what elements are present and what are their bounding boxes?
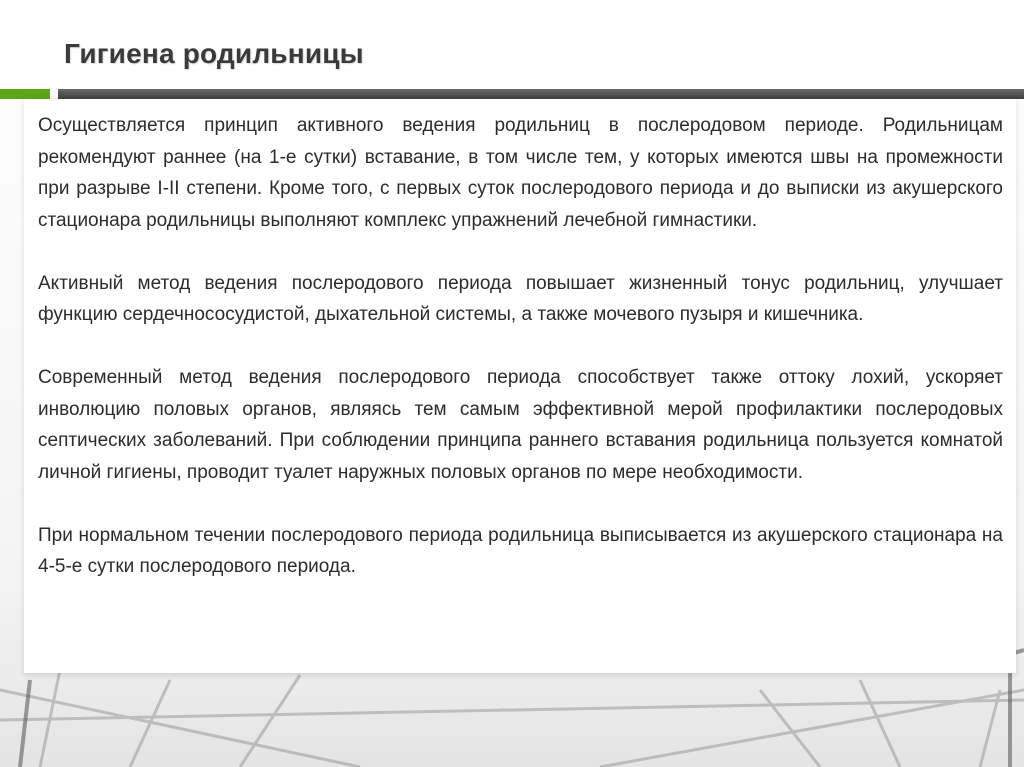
title-divider-bar [58,89,1024,99]
paragraph-2: Активный метод ведения послеродового периода повышает жизненный тонус родильниц, улучшает функцию сердечнососудистой, дыхательной системы, а также мочевого пузыря и кишечника. [38,272,1003,325]
page-title: Гигиена родильницы [64,38,364,69]
paragraph-4: При нормальном течении послеродового периода родильница выписывается из акушерского стационара на 4-5-е сутки послеродового периода. [38,524,1003,577]
paragraph-1: Осуществляется принцип активного ведения родильниц в послеродовом периоде. Родильницам рекомендуют раннее (на 1-е сутки) вставание, в том числе тем, у которых имеются швы на промежности при разрыве I-II степени. Кроме того, с первых суток послеродового периода и до выписки из акушерского стационара родильницы выполняют комплекс упражнений лечебной гимнастики. [38,115,1003,231]
paragraph-3: Современный метод ведения послеродового периода способствует также оттоку лохий, ускоряет инволюцию половых органов, являясь тем самым эффективной мерой профилактики послеродовых септических заболеваний. При соблюдении принципа раннего вставания родильница пользуется комнатой личной гигиены, проводит туалет наружных половых органов по мере необходимости. [38,367,1003,483]
body-text [38,110,1003,583]
title-accent-bar [0,89,50,99]
